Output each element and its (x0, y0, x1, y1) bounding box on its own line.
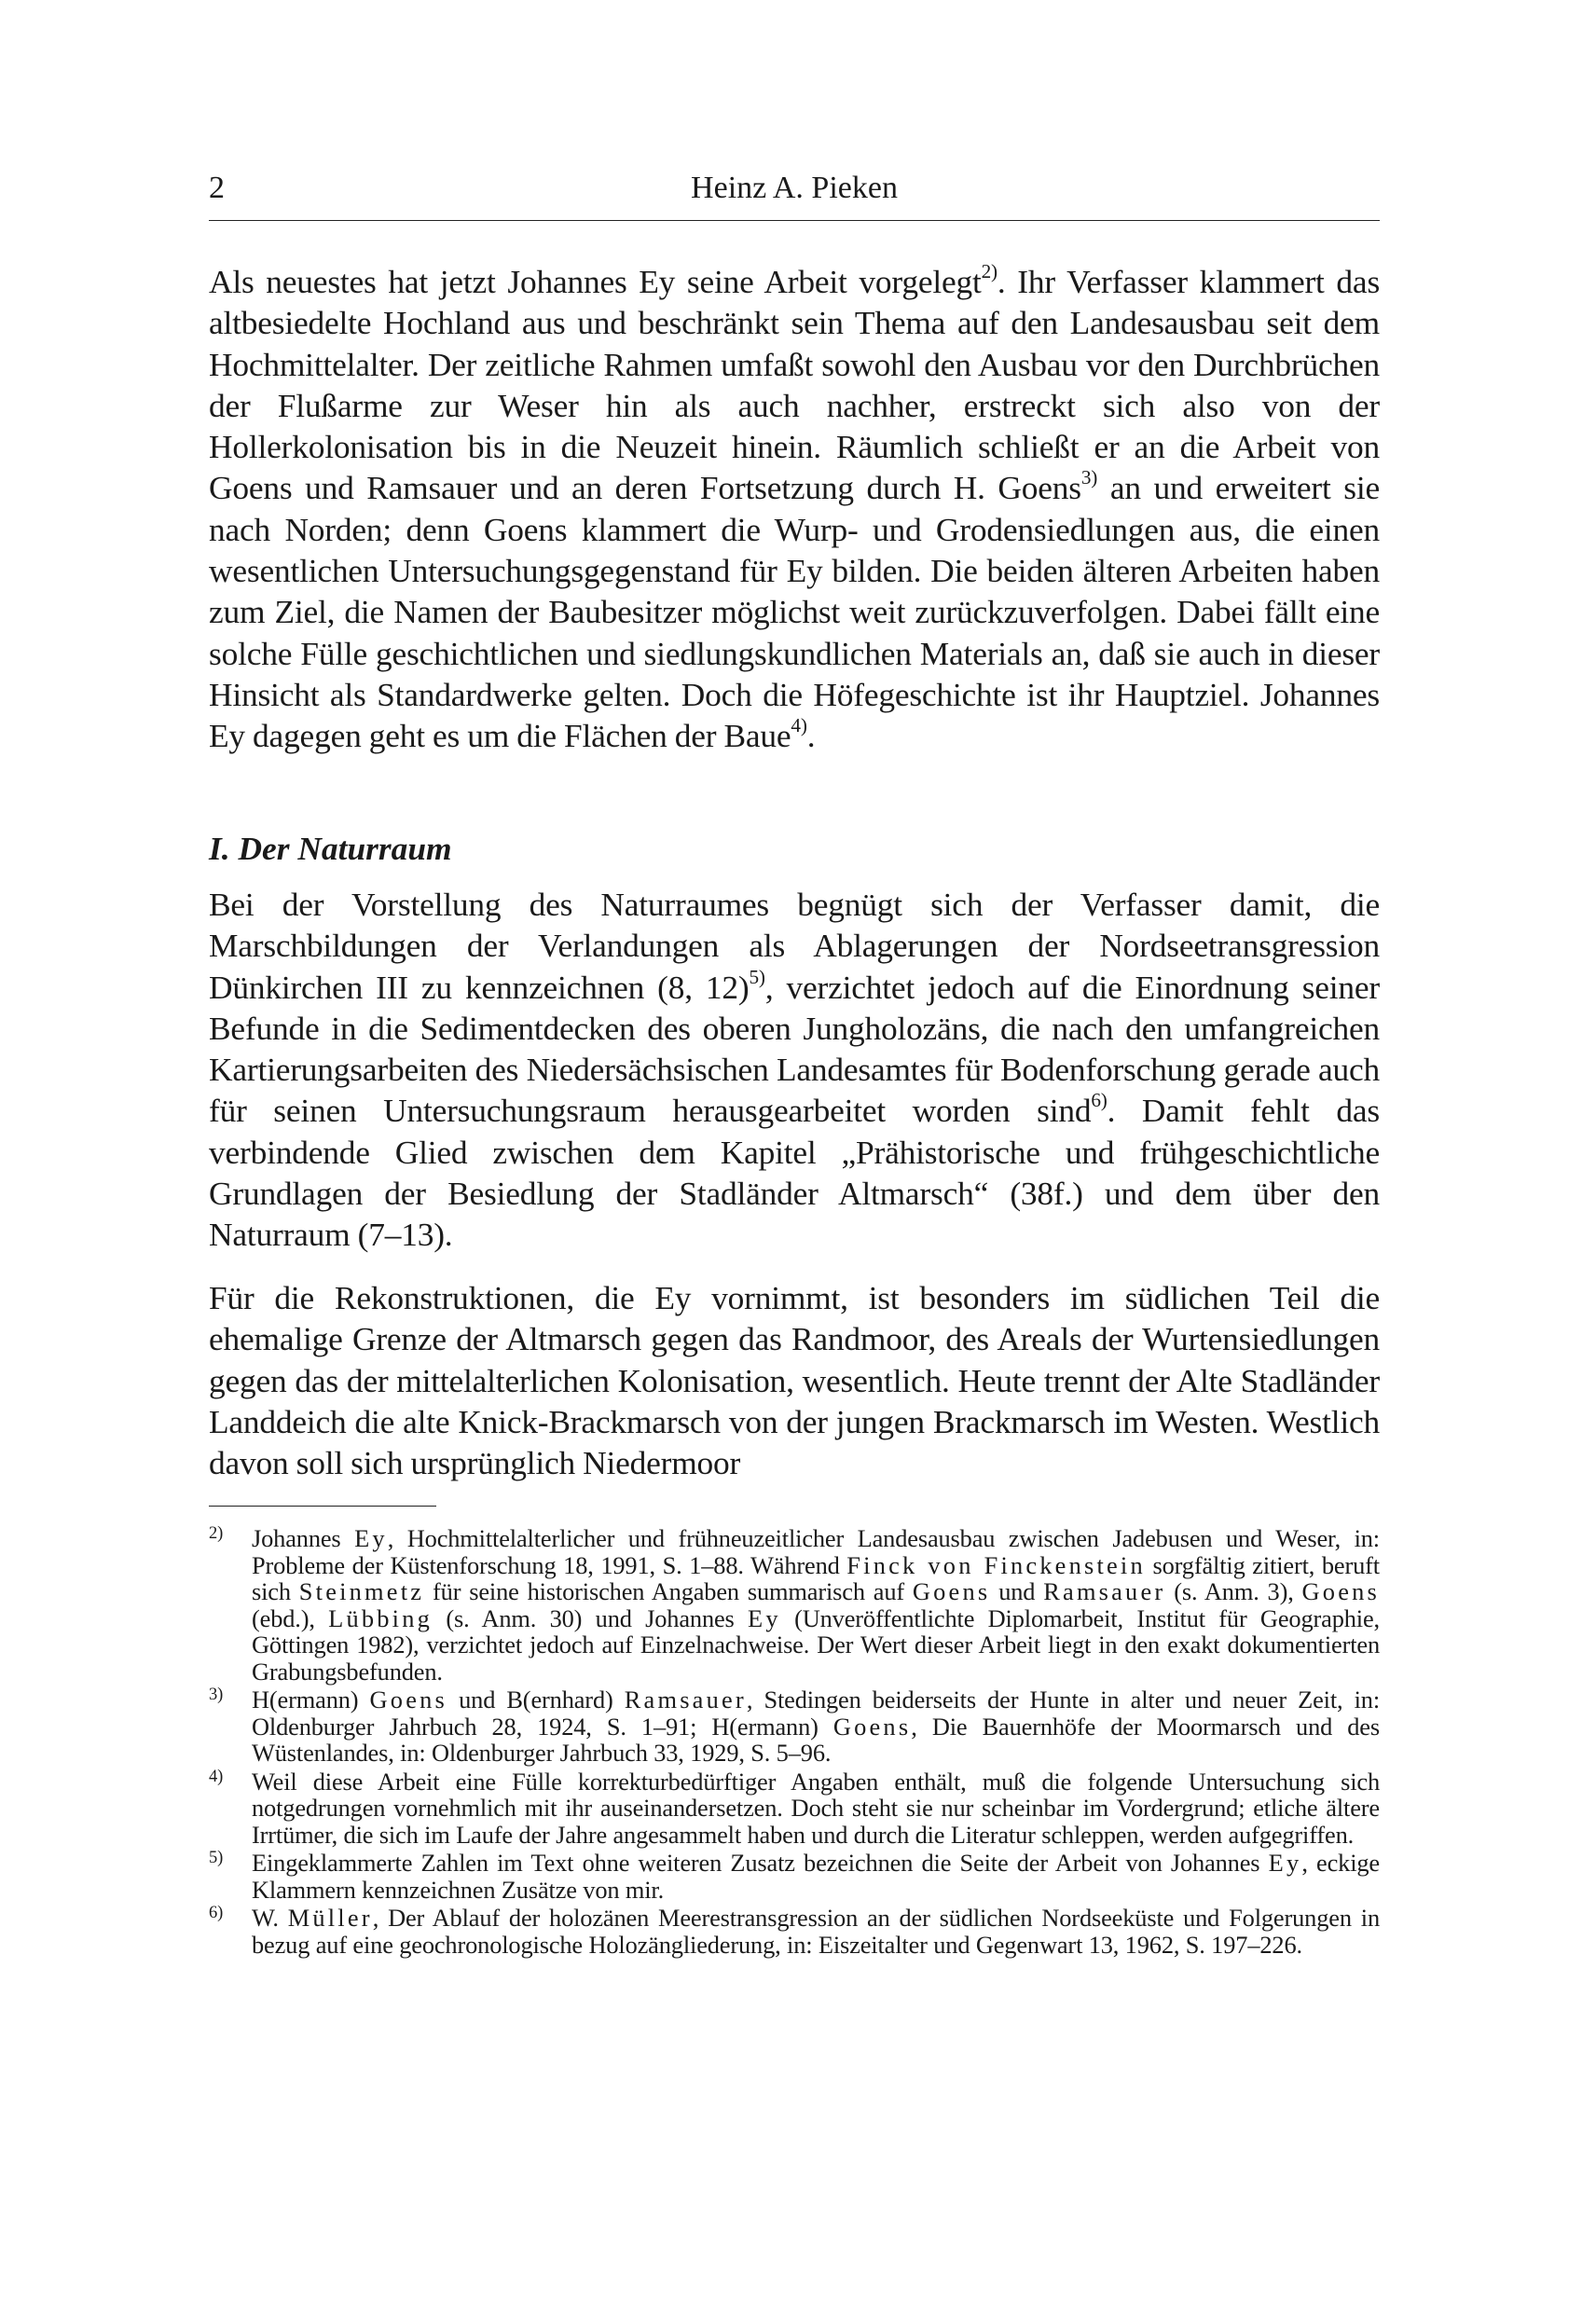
paragraph-text: Für die Rekonstruktionen, die Ey vornimmt, ist besonders im südlichen Teil die ehemalige Grenze der Altmarsch gegen das Randmoor, des Areals der Wurtensiedlungen gegen das der mittelalterlichen Kolonisation, wesentlich. Heute trennt der Alte Stadländer Landdeich die alte Knick-Brackmarsch von der jungen Brackmarsch im Westen. Westlich davon soll sich ursprünglich Niedermoor (209, 1279, 1380, 1482)
running-title: Heinz A. Pieken (691, 171, 898, 205)
footnote-reference: 5) (749, 965, 765, 988)
footnote-text: Johannes Ey, Hochmittelalterlicher und frühneuzeitlicher Landesausbau zwischen Jadebusen und Weser, in: Probleme der Küstenforschung 18, 1991, S. 1–88. Während Finck von Finckenstein sorgfältig zitiert, beruft sich Steinmetz für seine historischen Angaben summarisch auf Goens und Ramsauer (s. Anm. 3), Goens (ebd.), Lübbing (s. Anm. 30) und Johannes Ey (Unveröffentlichte Diplomarbeit, Institut für Geographie, Göttingen 1982), verzichtet jedoch auf Einzelnachweise. Der Wert dieser Arbeit liegt in den exakt dokumentierten Grabungsbefunden. (252, 1524, 1380, 1686)
footnote-number: 6) (209, 1902, 224, 1921)
spaced-author-name: Goens (832, 1712, 912, 1741)
footnote-text: Weil diese Arbeit eine Fülle korrekturbedürftiger Angaben enthält, muß die folgende Untersuchung sich notgedrungen vornehmlich mit ihr auseinandersetzen. Doch steht sie nur scheinbar im Vordergrund; etliche ältere Irrtümer, die sich im Laufe der Jahre angesammelt haben und durch die Literatur schleppen, werden aufgegriffen. (252, 1767, 1380, 1849)
footnote-text: W. Müller, Der Ablauf der holozänen Meerestransgression an der südlichen Nordseeküste und Folgerungen in bezug auf eine geochronologische Holozängliederung, in: Eiszeitalter und Gegenwart 13, 1962, S. 197–226. (252, 1904, 1380, 1959)
footnote-marker (209, 1686, 246, 1713)
footnote-reference: 4) (791, 714, 807, 737)
spaced-author-name: Goens (1301, 1577, 1380, 1605)
spaced-author-name: Finck von Finckenstein (846, 1550, 1146, 1579)
spaced-author-name: Steinmetz (298, 1577, 425, 1605)
page-number: 2 (209, 171, 225, 205)
footnote-text: Eingeklammerte Zahlen im Text ohne weiteren Zusatz bezeichnen die Seite der Arbeit von Johannes Ey, eckige Klammern kennzeichnen Zusätze von mir. (252, 1849, 1380, 1904)
spaced-author-name: Lübbing (328, 1603, 433, 1632)
footnote-number: 5) (209, 1847, 224, 1866)
header-rule (209, 220, 1380, 221)
spaced-author-name: Müller (287, 1904, 373, 1932)
footnote (209, 1522, 1380, 1686)
footnote-separator (209, 1506, 436, 1507)
footnote-number: 3) (209, 1684, 224, 1703)
paragraph-text: Bei der Vorstellung des Naturraumes begnügt sich der Verfasser damit, die Marschbildungen der Verlandungen als Ablagerungen der Nordseetransgression Dünkirchen III zu kennzeichnen (8, 12)$^{5)}$, verzichtet jedoch auf die Einordnung seiner Befunde in die Sedimentdecken des oberen Jungholozäns, die nach den umfangreichen Kartierungsarbeiten des Niedersächsischen Landesamtes für Bodenforschung gerade auch für seinen Untersuchungsraum herausgearbeitet worden sind$^{6)}$. Damit fehlt das verbindende Glied zwischen dem Kapitel „Prähistorische und frühgeschichtliche Grundlagen der Besiedlung der Stadländer Altmarsch“ (38f.) und dem über den Naturraum (7–13). (209, 886, 1381, 1254)
footnote-number: 4) (209, 1766, 224, 1785)
spaced-author-name: Ey (748, 1603, 781, 1632)
spaced-author-name: Ramsauer (1043, 1577, 1166, 1605)
footnote-text: H(ermann) Goens und B(ernhard) Ramsauer, Stedingen beiderseits der Hunte in alter und neuer Zeit, in: Oldenburger Jahrbuch 28, 1924, S. 1–91; H(ermann) Goens, Die Bauernhöfe der Moormarsch und des Wüstenlandes, in: Oldenburger Jahrbuch 33, 1929, S. 5–96. (252, 1686, 1380, 1767)
body-paragraph (209, 1277, 1380, 1483)
footnote (209, 1902, 1380, 1959)
spaced-author-name: Ey (354, 1524, 388, 1552)
footnote-marker (209, 1847, 246, 1877)
footnote-marker (209, 1902, 246, 1932)
body-paragraph (209, 884, 1380, 1256)
spaced-author-name: Goens (369, 1686, 447, 1713)
footnote-reference: 6) (1091, 1089, 1108, 1112)
section-heading: I. Der Naturraum (209, 830, 452, 867)
footnote-marker (209, 1522, 246, 1552)
footnote (209, 1847, 1380, 1904)
footnote-reference: 3) (1080, 466, 1098, 489)
footnote-number: 2) (209, 1522, 224, 1542)
footnotes (209, 1522, 1380, 1960)
spaced-author-name: Goens (912, 1577, 991, 1605)
footnote-reference: 2) (981, 260, 998, 283)
spaced-author-name: Ey (1268, 1849, 1302, 1877)
spaced-author-name: Ramsauer (624, 1686, 747, 1713)
body-paragraph (209, 261, 1380, 757)
running-head (209, 166, 1380, 211)
footnote (209, 1686, 1380, 1767)
footnote (209, 1768, 1380, 1849)
paragraph-text: Als neuestes hat jetzt Johannes Ey seine Arbeit vorgelegt$^{2)}$. Ihr Verfasser klammert das altbesiedelte Hochland aus und beschränkt sein Thema auf den Landesausbau seit dem Hochmittelalter. Der zeitliche Rahmen umfaßt sowohl den Ausbau vor den Durchbrüchen der Flußarme zur Weser hin als auch nachher, erstreckt sich also von der Hollerkolonisation bis in die Neuzeit hinein. Räumlich schließt er an die Arbeit von Goens und Ramsauer und an deren Fortsetzung durch H. Goens$^{3)}$ an und erweitert sie nach Norden; denn Goens klammert die Wurp- und Grodensiedlungen aus, die einen wesentlichen Untersuchungsgegenstand für Ey bilden. Die beiden älteren Arbeiten haben zum Ziel, die Namen der Baubesitzer möglichst weit zurückzuverfolgen. Dabei fällt eine solche Fülle geschichtlichen und siedlungskundlichen Materials an, daß sie auch in dieser Hinsicht als Standardwerke gelten. Doch die Höfegeschichte ist ihr Hauptziel. Johannes Ey dagegen geht es um die Flächen der Baue$^{4)}$. (209, 260, 1381, 755)
footnote-marker (209, 1768, 246, 1796)
